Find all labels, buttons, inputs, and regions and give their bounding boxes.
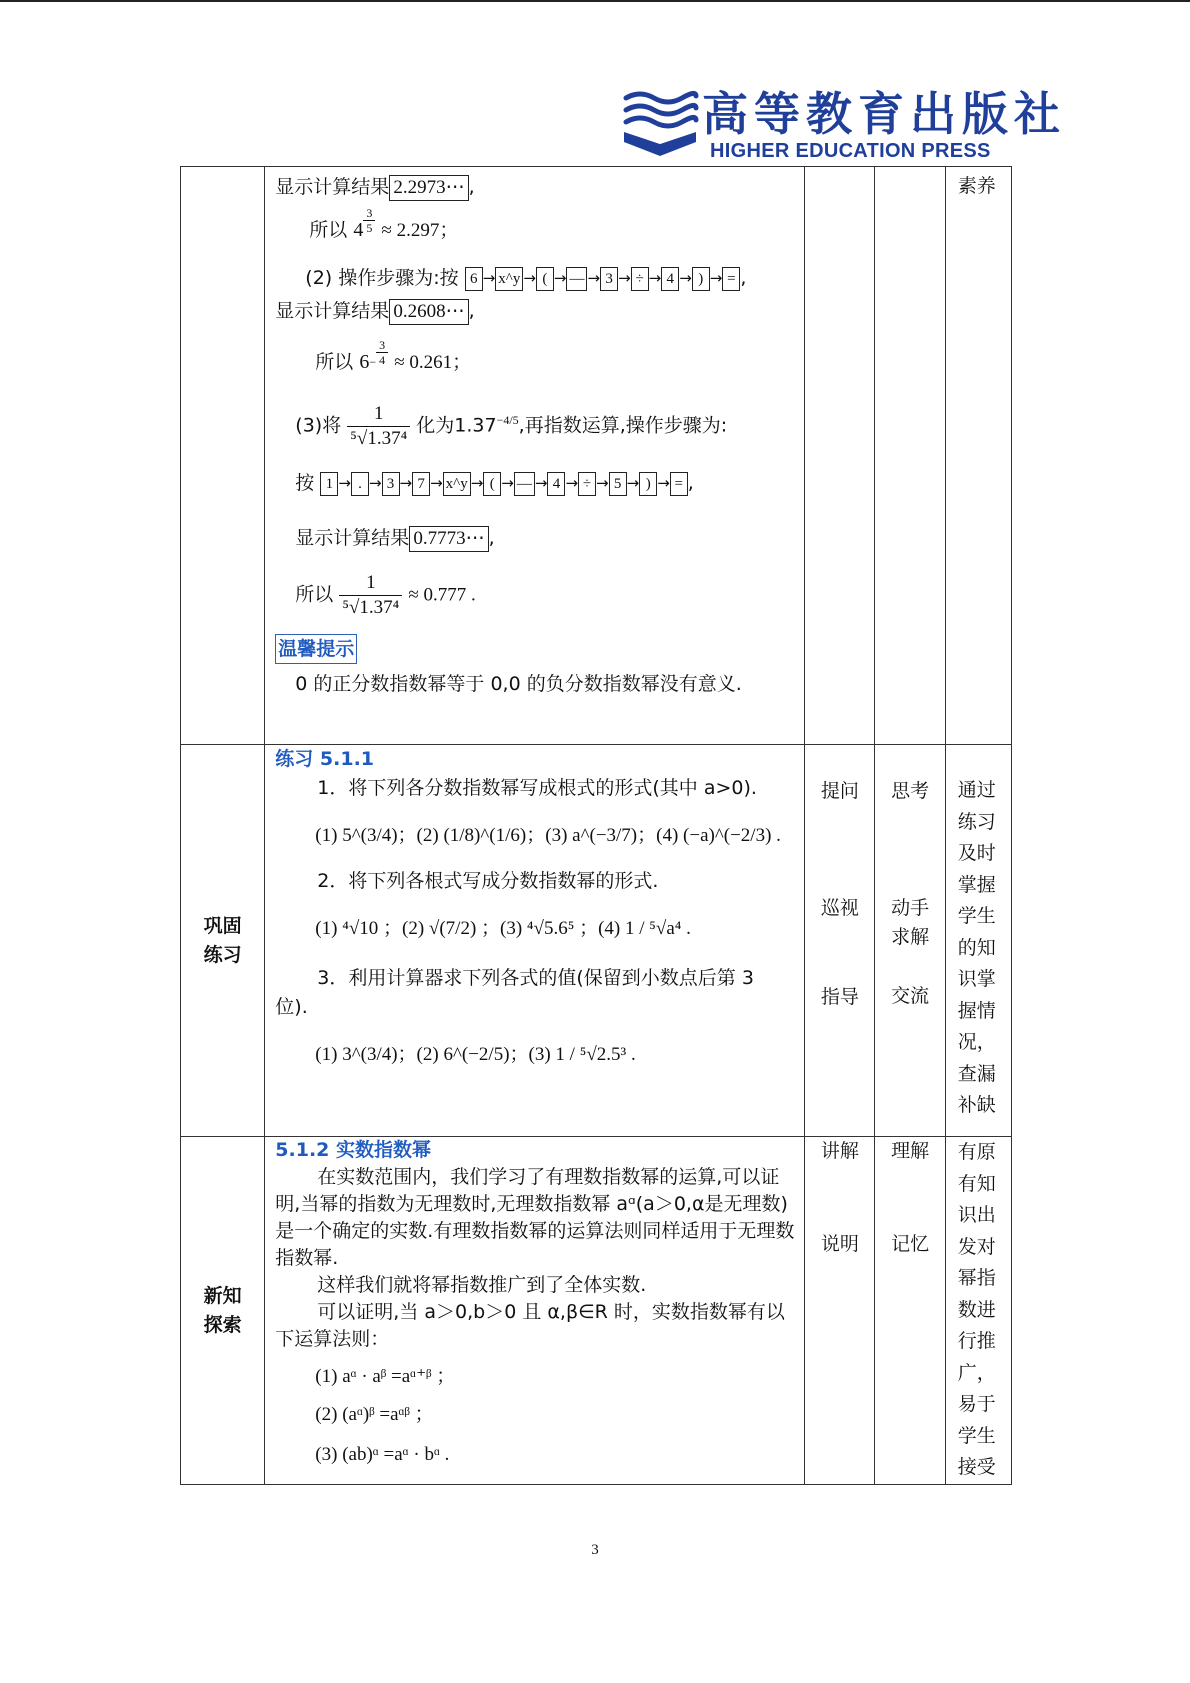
purpose-cell: 通过练习及时掌握学生的知识掌握情况，查漏补缺	[945, 745, 1011, 1137]
arrow-icon: →	[565, 474, 579, 492]
text: ,	[468, 176, 475, 198]
question-1-items: (1) 5^(3/4)；(2) (1/8)^(1/6)；(3) a^(−3/7)；(4) (−a)^(−2/3) .	[315, 825, 781, 846]
teacher-activity: 提问	[820, 780, 859, 802]
teacher-activity: 指导	[820, 986, 859, 1008]
page-number: 3	[591, 1542, 599, 1558]
steps-line-7	[295, 469, 798, 498]
calculator-key: .	[351, 472, 369, 496]
exponent-sign: −	[369, 355, 377, 369]
exponent: −4/5	[496, 413, 519, 428]
result-box: 0.7773⋯	[409, 526, 488, 552]
calculator-key: =	[722, 267, 740, 291]
arrow-icon: →	[501, 474, 514, 492]
publisher-name-en: HIGHER EDUCATION PRESS	[710, 140, 991, 162]
paragraph-2: 这样我们就将幂指数推广到了全体实数.	[317, 1274, 647, 1296]
text: 显示计算结果	[275, 176, 390, 198]
result: ≈ 2.297；	[381, 220, 459, 241]
publisher-logo	[620, 86, 1066, 164]
formula-line-6	[295, 402, 798, 451]
num: 3	[376, 338, 388, 353]
text: 显示计算结果	[275, 300, 390, 322]
question-1: 1．将下列各分数指数幂写成根式的形式(其中 a>0).	[317, 777, 757, 799]
student-activity: 交流	[891, 985, 930, 1007]
text: 显示计算结果	[295, 527, 410, 549]
section-heading: 5.1.2 实数指数幂	[275, 1139, 432, 1161]
warm-tip-label: 温馨提示	[275, 634, 357, 664]
calculator-key: x^y	[443, 472, 471, 496]
student-activity: 动手	[891, 897, 930, 919]
result-line-8	[295, 524, 798, 553]
arrow-icon: →	[648, 269, 662, 287]
arrow-icon: →	[470, 474, 484, 492]
text: 所以	[309, 219, 348, 241]
top-border	[0, 0, 1190, 2]
student-activity: 求解	[891, 926, 930, 948]
student-activity-empty	[875, 167, 945, 745]
calculator-key: 4	[547, 472, 565, 496]
result: ≈ 0.261；	[394, 352, 472, 373]
student-activity-cell	[875, 745, 945, 1137]
calculator-key: 7	[412, 472, 430, 496]
text: (2) 操作步骤为:按	[305, 267, 459, 289]
question-2: 2．将下列各根式写成分数指数幂的形式.	[317, 870, 659, 892]
fraction	[347, 402, 410, 451]
result-line-1	[275, 173, 798, 202]
student-activity-cell	[875, 1137, 945, 1485]
exponent-fraction	[363, 206, 375, 235]
result-box: 0.2608⋯	[389, 299, 468, 325]
calculator-key: 4	[661, 267, 679, 291]
table-row-practice	[181, 745, 1012, 1137]
text: ,	[468, 300, 475, 322]
row-label-empty	[181, 167, 265, 745]
key-sequence	[465, 267, 741, 289]
calculator-key: =	[670, 472, 688, 496]
text: ,	[687, 472, 694, 494]
arrow-icon: →	[430, 474, 443, 492]
teacher-activity-cell	[805, 1137, 875, 1485]
new-knowledge-cell	[265, 1137, 805, 1485]
calculator-key: ÷	[578, 472, 596, 496]
result-box: 2.2973⋯	[389, 175, 468, 201]
exponent-fraction	[376, 338, 388, 367]
label-line: 新知	[203, 1284, 242, 1307]
student-activity: 记忆	[891, 1233, 930, 1255]
question-3-items: (1) 3^(3/4)；(2) 6^(−2/5)；(3) 1 / ⁵√2.5³ .	[315, 1044, 636, 1065]
arrow-icon: →	[338, 474, 351, 492]
key-sequence	[320, 472, 687, 494]
result-line-4	[275, 297, 798, 326]
calculator-key: (	[483, 472, 501, 496]
tip-header	[275, 634, 798, 664]
arrow-icon: →	[596, 474, 609, 492]
rule-2: (2) (aᵅ)ᵝ =aᵅᵝ ；	[315, 1404, 434, 1425]
den: ⁵√1.37⁴	[350, 428, 408, 449]
arrow-icon: →	[482, 269, 496, 287]
publisher-name-cn: 高等教育出版社	[702, 87, 1066, 141]
student-activity: 理解	[891, 1140, 930, 1162]
arrow-icon: →	[626, 474, 640, 492]
text: 所以	[315, 351, 354, 373]
text: ,	[740, 267, 747, 289]
calculator-key: 3	[600, 267, 618, 291]
calculator-key: )	[692, 267, 710, 291]
student-activity: 思考	[891, 780, 930, 802]
arrow-icon: →	[368, 474, 382, 492]
arrow-icon: →	[618, 269, 631, 287]
calculator-key: 5	[609, 472, 627, 496]
calculator-key: 6	[465, 267, 483, 291]
text: ,	[488, 527, 495, 549]
publisher-emblem-icon	[620, 88, 700, 160]
tip-text: 0 的正分数指数幂等于 0,0 的负分数指数幂没有意义.	[295, 673, 742, 695]
formula-line-5	[315, 338, 798, 388]
calculator-key: 1	[320, 472, 338, 496]
teacher-activity-empty	[805, 167, 875, 745]
worked-example-cell	[265, 167, 805, 745]
text: 按	[295, 472, 315, 494]
calculator-key: —	[566, 267, 587, 291]
fraction	[339, 571, 402, 620]
arrow-icon: →	[709, 269, 723, 287]
text: 化为1.37	[416, 414, 497, 437]
calculator-key: ÷	[631, 267, 649, 291]
arrow-icon: →	[399, 474, 413, 492]
rule-3: (3) (ab)ᵅ =aᵅ · bᵅ .	[315, 1444, 450, 1465]
table-row-new-knowledge	[181, 1137, 1012, 1485]
num: 1	[339, 571, 402, 596]
den: 5	[366, 221, 373, 235]
calculator-key: 3	[382, 472, 400, 496]
paragraph-3: 可以证明,当 a＞0,b＞0 且 α,β∈R 时，实数指数幂有以下运算法则：	[275, 1301, 785, 1350]
text: ,再指数运算,操作步骤为:	[518, 414, 728, 437]
purpose-cell: 素养	[945, 167, 1011, 745]
arrow-icon: →	[553, 269, 567, 287]
calculator-key: x^y	[495, 267, 523, 291]
label-line: 巩固	[203, 914, 242, 937]
den: 4	[379, 353, 386, 367]
teacher-activity-cell	[805, 745, 875, 1137]
result: ≈ 0.777 .	[408, 584, 476, 606]
num: 1	[347, 402, 410, 427]
calculator-key: —	[514, 472, 535, 496]
question-3: 3．利用计算器求下列各式的值(保留到小数点后第 3	[317, 967, 754, 989]
table-row-continuation	[181, 167, 1012, 745]
label-line: 练习	[203, 943, 242, 966]
arrow-icon: →	[523, 269, 536, 287]
practice-heading: 练习 5.1.1	[275, 748, 375, 770]
teacher-activity: 说明	[820, 1233, 859, 1255]
den: ⁵√1.37⁴	[342, 597, 400, 618]
calculator-key: (	[536, 267, 554, 291]
paragraph-1: 在实数范围内，我们学习了有理数指数幂的运算,可以证明,当幂的指数为无理数时,无理数指数幂 aᵅ(a＞0,α是无理数)是一个确定的实数.有理数指数幂的运算法则同样适用于无理数指数幂.	[275, 1166, 795, 1269]
lesson-plan-table	[180, 166, 1012, 1485]
teacher-activity: 巡视	[820, 897, 859, 919]
label-line: 探索	[203, 1313, 242, 1336]
row-label-practice	[181, 745, 265, 1137]
teacher-activity: 讲解	[820, 1140, 859, 1162]
num: 3	[363, 206, 375, 221]
practice-cell	[265, 745, 805, 1137]
formula-line-9	[295, 571, 798, 620]
question-2-items: (1) ⁴√10 ；(2) √(7/2) ；(3) ⁴√5.6⁵ ；(4) 1 / ⁵√a⁴ .	[315, 918, 691, 939]
purpose-cell: 有原有知识出发对幂指数进行推广，易于学生接受	[945, 1137, 1011, 1485]
question-3-cont: 位).	[275, 996, 308, 1018]
arrow-icon: →	[587, 269, 601, 287]
text: 所以	[295, 583, 334, 606]
text: (3)将	[295, 414, 342, 437]
formula-line-2	[309, 206, 798, 258]
base: 4	[353, 219, 364, 241]
arrow-icon: →	[657, 474, 670, 492]
row-label-new-knowledge	[181, 1137, 265, 1485]
rule-1: (1) aᵅ · aᵝ =aᵅ⁺ᵝ ；	[315, 1366, 456, 1387]
steps-line-3	[305, 264, 798, 293]
calculator-key: )	[639, 472, 657, 496]
base: 6	[359, 351, 370, 373]
arrow-icon: →	[679, 269, 692, 287]
arrow-icon: →	[534, 474, 548, 492]
